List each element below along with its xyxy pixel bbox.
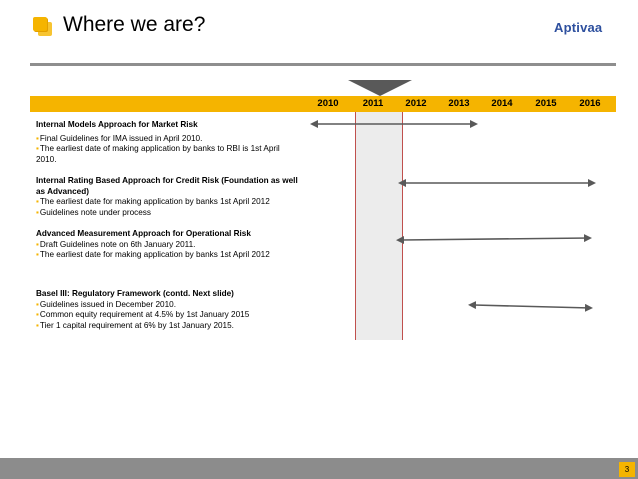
- section-bullet: ▪Draft Guidelines note on 6th January 2011.: [36, 239, 196, 249]
- year-label: 2013: [448, 98, 470, 109]
- year-label: 2016: [579, 98, 601, 109]
- section-bullet: ▪The earliest date for making application by banks 1st April 2012: [36, 250, 270, 259]
- section-bullet: ▪The earliest date for making application by banks 1st April 2012: [36, 197, 270, 206]
- operational-risk-timeline-arrow: [402, 238, 590, 240]
- page-title: Where we are?: [63, 13, 206, 36]
- section-heading: Internal Models Approach for Market Risk: [36, 120, 198, 129]
- section-bullet: ▪Common equity requirement at 4.5% by 1st January 2015: [36, 310, 250, 319]
- year-label: 2012: [405, 98, 427, 109]
- year-label: 2015: [535, 98, 557, 109]
- section-bullet: ▪Guidelines issued in December 2010.: [36, 299, 176, 309]
- section-heading: Basel III: Regulatory Framework (contd. Next slide): [36, 289, 234, 298]
- section-bullet: ▪Tier 1 capital requirement at 6% by 1st January 2015.: [36, 320, 234, 330]
- section-heading: Internal Rating Based Approach for Credit Risk (Foundation as well as Advanced): [36, 176, 298, 196]
- section-bullet: ▪The earliest date of making application by banks to RBI is 1st April 2010.: [36, 144, 280, 164]
- year-label: 2010: [317, 98, 339, 109]
- year-label: 2011: [362, 98, 384, 109]
- footer-bar: [0, 458, 638, 479]
- basel-iii-timeline-arrow: [474, 305, 591, 308]
- page-number: 3: [619, 462, 635, 477]
- section-heading: Advanced Measurement Approach for Operational Risk: [36, 229, 251, 238]
- year-label: 2014: [491, 98, 513, 109]
- aptivaa-logo: Aptivaa: [554, 20, 603, 35]
- section-bullet: ▪Final Guidelines for IMA issued in April 2010.: [36, 133, 203, 143]
- section-bullet: ▪Guidelines note under process: [36, 207, 151, 217]
